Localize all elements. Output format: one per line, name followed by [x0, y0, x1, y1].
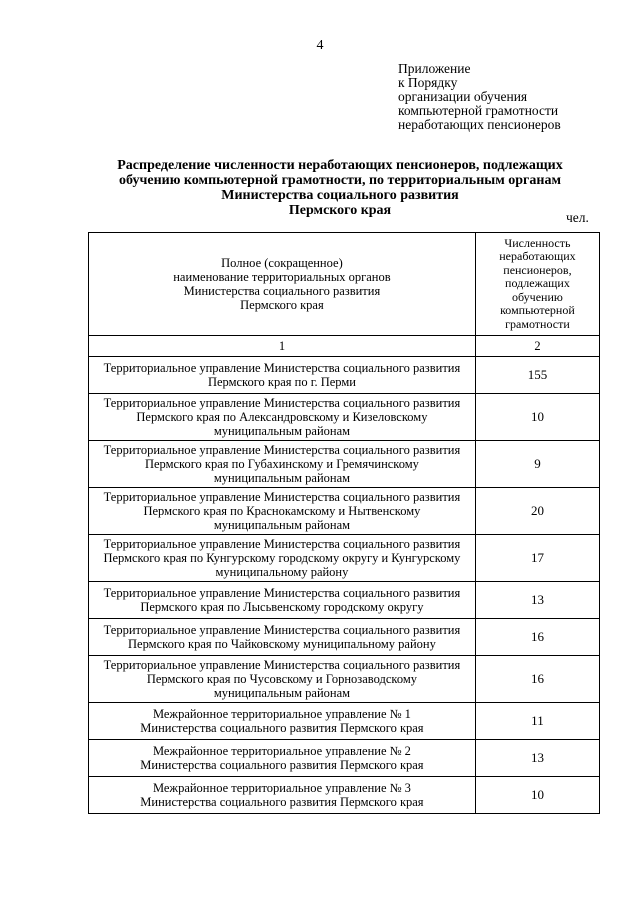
office-name-cell: [89, 777, 476, 814]
appendix-line: организации обучения: [398, 89, 528, 104]
office-name-line: Территориальное управление Министерства социального развития: [103, 658, 461, 672]
header-line: подлежащих: [505, 276, 570, 291]
appendix-line: неработающих пенсионеров: [398, 117, 561, 132]
pensioner-count-cell: 155: [475, 357, 599, 394]
office-name-cell: [89, 703, 476, 740]
office-name-line: Территориальное управление Министерства социального развития: [103, 586, 461, 600]
table-row: [89, 582, 600, 619]
pensioner-count-cell: 20: [475, 488, 599, 535]
table-row: [89, 488, 600, 535]
office-name-cell: [89, 619, 476, 656]
office-name-line: Территориальное управление Министерства социального развития: [103, 537, 461, 551]
header-line: компьютерной: [500, 303, 575, 318]
pensioner-count-cell: 13: [475, 740, 599, 777]
header-line: наименование территориальных органов: [173, 270, 391, 284]
office-name-line: муниципальным районам: [213, 471, 351, 485]
header-count-cell: [475, 233, 599, 336]
pensioner-count-cell: 13: [475, 582, 599, 619]
pensioner-count-cell: 16: [475, 656, 599, 703]
office-name-line: Министерства социального развития Пермского края: [140, 758, 424, 772]
office-name-line: Министерства социального развития Пермского края: [140, 721, 424, 735]
appendix-line: Приложение: [398, 61, 471, 76]
office-name-line: Пермского края по Чайковскому муниципальному району: [128, 637, 436, 651]
table-row: [89, 703, 600, 740]
office-name-line: муниципальному району: [215, 565, 349, 579]
office-name-line: Территориальное управление Министерства социального развития: [103, 623, 461, 637]
header-line: Пермского края: [240, 298, 324, 312]
appendix-line: компьютерной грамотности: [398, 103, 559, 118]
header-line: Полное (сокращенное): [221, 256, 343, 270]
title-line: Пермского края: [288, 203, 392, 218]
pensioner-count-cell: 9: [475, 441, 599, 488]
office-name-line: Пермского края по Александровскому и Кизеловскому: [136, 410, 428, 424]
column-number-row: [89, 336, 600, 357]
header-name-cell: [89, 233, 476, 336]
office-name-line: Пермского края по Лысьвенскому городскому округу: [140, 600, 424, 614]
office-name-line: Пермского края по г. Перми: [207, 375, 356, 389]
unit-label: чел.: [566, 210, 589, 225]
header-line: пенсионеров,: [503, 262, 572, 277]
pensioner-count-cell: 17: [475, 535, 599, 582]
office-name-cell: [89, 488, 476, 535]
header-line: Министерства социального развития: [183, 284, 381, 298]
office-name-line: муниципальным районам: [213, 424, 351, 438]
office-name-line: Территориальное управление Министерства социального развития: [103, 396, 461, 410]
column-number-cell: 2: [475, 336, 599, 357]
title-line: обучению компьютерной грамотности, по территориальным органам: [119, 173, 561, 188]
header-line: Численность: [504, 235, 571, 250]
office-name-cell: [89, 357, 476, 394]
pensioner-count-cell: 10: [475, 777, 599, 814]
office-name-line: Межрайонное территориальное управление № 2: [152, 744, 411, 758]
office-name-line: Пермского края по Кунгурскому городскому округу и Кунгурскому: [103, 551, 461, 565]
header-line: грамотности: [505, 316, 570, 331]
header-line: обучению: [512, 289, 563, 304]
table-row: [89, 619, 600, 656]
table-row: [89, 394, 600, 441]
table-row: [89, 740, 600, 777]
header-line: неработающих: [499, 249, 576, 264]
office-name-cell: [89, 740, 476, 777]
office-name-cell: [89, 582, 476, 619]
pensioner-count-cell: 10: [475, 394, 599, 441]
office-name-cell: [89, 441, 476, 488]
distribution-table: [88, 232, 600, 814]
table-row: [89, 535, 600, 582]
office-name-cell: [89, 535, 476, 582]
office-name-cell: [89, 394, 476, 441]
office-name-line: Территориальное управление Министерства социального развития: [103, 490, 461, 504]
office-name-line: муниципальным районам: [213, 518, 351, 532]
page-number: 4: [316, 38, 324, 53]
office-name-line: Пермского края по Чусовскому и Горнозаводскому: [146, 672, 418, 686]
office-name-line: Пермского края по Краснокамскому и Нытвенскому: [143, 504, 421, 518]
table-row: [89, 777, 600, 814]
table-row: [89, 357, 600, 394]
pensioner-count-cell: 11: [475, 703, 599, 740]
table-header-row: [89, 233, 600, 336]
table-row: [89, 441, 600, 488]
document-title: [90, 158, 590, 218]
office-name-line: Пермского края по Губахинскому и Гремячинскому: [144, 457, 419, 471]
table-row: [89, 656, 600, 703]
title-line: Распределение численности неработающих пенсионеров, подлежащих: [117, 158, 563, 173]
appendix-line: к Порядку: [398, 75, 458, 90]
title-line: Министерства социального развития: [221, 188, 459, 203]
office-name-cell: [89, 656, 476, 703]
appendix-note: [398, 62, 618, 132]
office-name-line: Территориальное управление Министерства социального развития: [103, 361, 461, 375]
office-name-line: Межрайонное территориальное управление № 1: [152, 707, 411, 721]
office-name-line: Межрайонное территориальное управление № 3: [152, 781, 411, 795]
office-name-line: Министерства социального развития Пермского края: [140, 795, 424, 809]
office-name-line: Территориальное управление Министерства социального развития: [103, 443, 461, 457]
pensioner-count-cell: 16: [475, 619, 599, 656]
office-name-line: муниципальным районам: [213, 686, 351, 700]
column-number-cell: 1: [89, 336, 476, 357]
